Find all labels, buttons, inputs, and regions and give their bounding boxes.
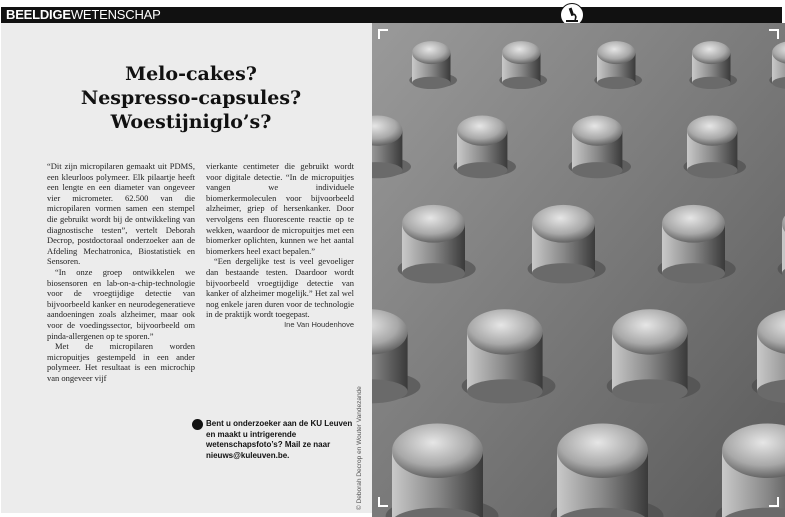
article-column-1	[47, 161, 195, 383]
crop-mark	[378, 29, 388, 39]
paragraph: “Dit zijn micropilaren gemaakt uit PDMS, een kleurloos polymeer. Elk pilaartje heeft een lengte en een diameter van ongeveer vier micrometer. 62.500 van die micropilaren vormen samen een stempel die gebruikt wordt bij de ontwikkeling van diagnostische testen”, vertelt Deborah Decrop, postdoctoraal onderzoeker aan de Afdeling Mechatronica, Biostatistiek en Sensoren.	[47, 161, 195, 267]
call-to-action	[206, 419, 356, 461]
photo-credit-text: © Deborah Decrop en Wouter Vandezande	[356, 386, 363, 510]
crop-mark	[378, 497, 388, 507]
paragraph: “In onze groep ontwikkelen we biosensoren en lab-on-a-chip-technologie voor de vroegtijdige detectie van bijvoorbeeld kanker en neurodegeneratieve aandoeningen zoals alzheimer, maar ook voor de voedingssector, bijvoorbeeld om pinda-allergenen op te sporen.”	[47, 266, 195, 341]
microscope-icon	[192, 419, 203, 430]
paragraph: Met de micropilaren worden micropuitjes gestempeld in een ander polymeer. Het resultaat is een microchip van ongeveer vijf	[47, 341, 195, 383]
headline-line-2: Nespresso-capsules?	[80, 87, 302, 109]
author-credit: Ine Van Houdenhove	[284, 319, 354, 329]
crop-mark	[769, 29, 779, 39]
paragraph-text: “Een dergelijke test is veel gevoeliger dan bestaande testen. Daardoor wordt bijvoorbeeld vroegtijdige detectie van kanker of alzheimer mogelijk.” Het zal wel nog enkele jaren duren voor de technologie in de praktijk wordt toegepast.	[206, 256, 354, 320]
crop-mark	[769, 497, 779, 507]
photo-credit	[356, 380, 368, 510]
cta-text: Bent u onderzoeker aan de KU Leuven en maakt u intrigerende wetenschapsfoto’s? Mail ze naar nieuws@kuleuven.be.	[206, 419, 353, 460]
article-column-2	[206, 161, 354, 331]
section-label-bold: BEELDIGE	[6, 7, 71, 22]
headline	[36, 62, 346, 134]
section-label-light: WETENSCHAP	[70, 7, 161, 22]
section-label	[6, 7, 161, 23]
paragraph	[206, 256, 354, 329]
headline-line-1: Melo-cakes?	[125, 63, 257, 85]
headline-line-3: Woestijniglo’s?	[110, 111, 272, 133]
micropillar-sem-image	[372, 23, 785, 517]
paragraph: vierkante centimeter die gebruikt wordt voor digitale detectie. “In de micropuitjes vangen we individuele biomerkermoleculen voor bijvoorbeeld alzheimer, griep of hersenkanker. Door vervolgens een fluorescente reactie op te wekken, waardoor de micropuitjes met een biomerker oplichten, kunnen we het aantal biomerkers heel exact bepalen.”	[206, 161, 354, 256]
